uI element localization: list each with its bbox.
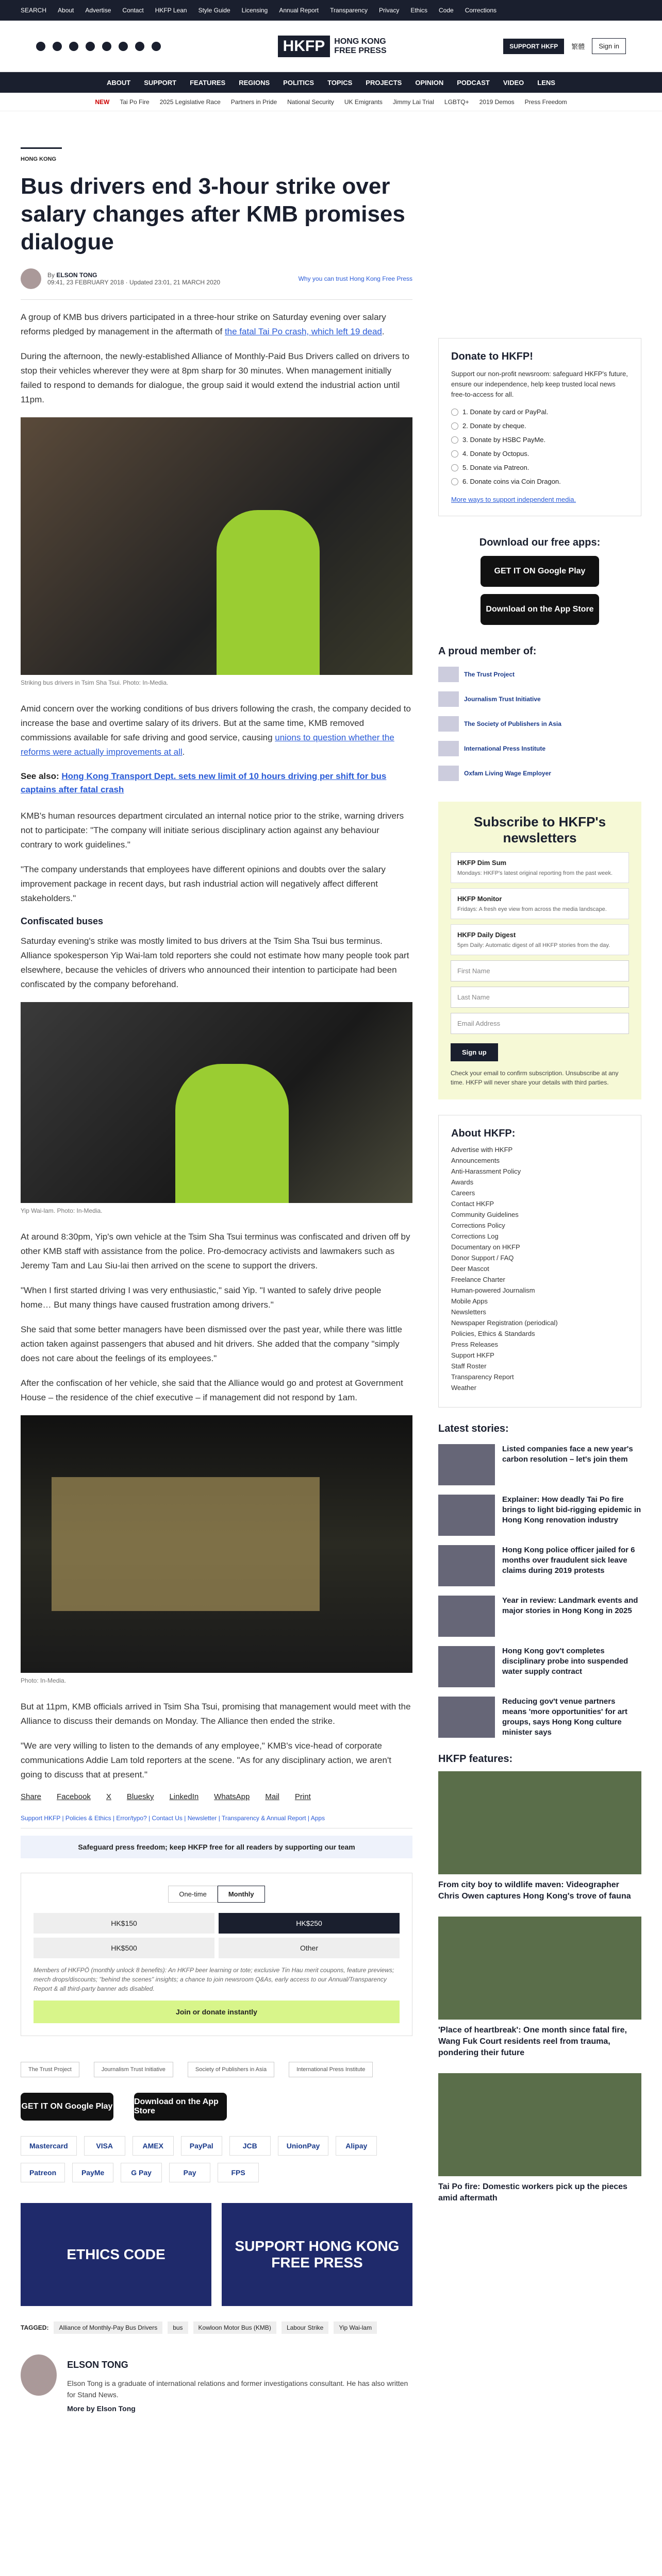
amount-option[interactable]: HK$150 [34,1913,214,1934]
member-item[interactable]: The Society of Publishers in Asia [438,716,641,732]
story-thumbnail [438,1646,495,1687]
instagram-icon[interactable] [69,42,78,51]
author-box [21,2354,412,2413]
about-widget [438,1115,641,1408]
story-title: Hong Kong police officer jailed for 6 months over fraudulent sick leave claims during 2019 protests [502,1546,635,1575]
photo-caption: Striking bus drivers in Tsim Sha Tsui. Photo: In-Media. [21,679,169,686]
about-link[interactable]: Documentary on HKFP [451,1243,520,1251]
paragraph: After the confiscation of her vehicle, she said that the Alliance would go and protest at Government House – the residence of the chief executive – if management did not respond by 1am. [21,1378,403,1402]
member-item[interactable]: Oxfam Living Wage Employer [438,766,641,781]
trending-item[interactable]: Press Freedom [524,98,567,106]
article-title: Bus drivers end 3-hour strike over salary changes after KMB promises dialogue [21,174,405,255]
tag[interactable]: bus [168,2321,188,2334]
more-ways-link[interactable]: More ways to support independent media. [451,496,576,503]
nav-politics[interactable]: POLITICS [283,78,315,87]
about-link[interactable]: Deer Mascot [451,1265,489,1273]
feature-image [438,1917,641,2020]
donate-option[interactable]: 6. Donate coins via Coin Dragon. [451,478,628,485]
patreon-icon[interactable]: Patreon [21,2163,65,2182]
trending-item[interactable]: LGBTQ+ [444,98,469,106]
share-bluesky[interactable]: Bluesky [126,1792,154,1801]
last-name-field[interactable]: Last Name [451,987,629,1008]
payme-icon[interactable]: PayMe [72,2163,113,2182]
about-link[interactable]: Staff Roster [451,1362,487,1370]
donate-option[interactable]: 5. Donate via Patreon. [451,464,628,471]
share-x[interactable]: X [106,1792,111,1801]
trending-item[interactable]: Partners in Pride [230,98,277,106]
bus-terminus-photo [21,1415,412,1673]
feature-item[interactable] [438,2073,641,2204]
share-print[interactable]: Print [294,1792,311,1801]
radio-icon [451,422,458,430]
amount-option-selected[interactable]: HK$250 [219,1913,400,1934]
logo-line1: HONG KONG [334,37,386,46]
donate-option[interactable]: 3. Donate by HSBC PayMe. [451,436,628,444]
story-title: Year in review: Landmark events and major stories in Hong Kong in 2025 [502,1596,638,1615]
donate-text[interactable]: Support our non-profit newsroom: safeguard HKFP's future, ensure our independence, help keep trusted local news free-to-access for all. [451,370,628,398]
bus-shape [52,1477,320,1611]
mastercard-icon[interactable]: Mastercard [21,2136,77,2156]
story-thumbnail [438,1697,495,1738]
trending-nav [0,93,662,111]
logo-mark: HKFP [278,36,330,57]
divider [21,299,412,300]
share-bar [21,1792,412,1801]
member-logo [438,716,459,732]
topbar-ethics[interactable]: Ethics [410,7,428,14]
trending-item[interactable]: Jimmy Lai Trial [392,98,434,106]
feature-item[interactable] [438,1917,641,2059]
latest-heading: Latest stories: [438,1423,509,1434]
story-thumbnail [438,1596,495,1637]
latest-story[interactable] [438,1444,641,1485]
unionpay-icon[interactable]: UnionPay [278,2136,329,2156]
paragraph: Amid concern over the working conditions of bus drivers following the crash, the company decided to increase the base and overtime salary of its drivers. But at the same time, KMB removed commissions available for safe driving and good service, causing unions to question whether the reforms were actually improvements at all. [21,704,411,757]
topbar-licensing[interactable]: Licensing [241,7,268,14]
site-logo[interactable] [278,36,387,57]
topbar-privacy[interactable]: Privacy [378,7,400,14]
member-item[interactable]: International Press Institute [438,741,641,756]
safeguard-banner[interactable]: Safeguard press freedom; keep HKFP free for all readers by supporting our team [21,1836,412,1858]
story-title: Hong Kong gov't completes disciplinary probe into suspended water supply contract [502,1647,628,1676]
nav-topics[interactable]: TOPICS [327,78,353,87]
radio-icon [451,409,458,416]
about-link[interactable]: Newspaper Registration (periodical) [451,1319,558,1327]
topbar-annual[interactable]: Annual Report [279,7,319,14]
newsletter-option[interactable]: HKFP Daily Digest 5pm Daily: Automatic digest of all HKFP stories from the day. [451,924,629,955]
story-title: Explainer: How deadly Tai Po fire brings to light bid-rigging epidemic in Hong Kong renovation industry [502,1495,641,1524]
logo-line2: FREE PRESS [334,46,387,55]
about-link[interactable]: Newsletters [451,1308,486,1316]
facebook-icon[interactable] [36,42,45,51]
apps-heading: Download our free apps: [479,537,601,548]
about-link[interactable]: Freelance Charter [451,1276,505,1283]
byline [21,268,412,289]
membership-note: Members of HKFPÖ (monthly unlock 8 benefits): An HKFP beer learning or tote; exclusive Tin Hau merit coupons, feature previews; merch drops/discounts; "behind the scenes" insights; a chance to join newsroom Q&As, early access to our Annual/Transparency Report & all third-party banner ads disabled. [34,1967,394,1992]
driver-figure [217,510,320,675]
about-link[interactable]: Transparency Report [451,1373,514,1381]
trending-item[interactable]: UK Emigrants [344,98,383,106]
tag[interactable]: Kowloon Motor Bus (KMB) [193,2321,276,2334]
sidebar [438,111,641,2218]
telegram-icon[interactable] [152,42,161,51]
story-thumbnail [438,1545,495,1586]
photo-caption: Photo: In-Media. [21,1677,67,1684]
paragraph: "The company understands that employees have different opinions and doubts over the salary improvement package in recent days, but rash industrial action will negatively affect different stakeholders." [21,865,386,903]
ethics-banner[interactable]: ETHICS CODE [21,2203,211,2306]
author-box-avatar[interactable] [21,2354,57,2396]
member-item[interactable]: Journalism Trust Initiative [438,691,641,707]
about-link[interactable]: Corrections Log [451,1232,499,1240]
radio-icon [451,478,458,485]
unions-question-link[interactable]: unions to question whether the reforms were actually improvements at all [21,733,394,757]
topbar-transparency[interactable]: Transparency [330,7,368,14]
member-item[interactable]: The Trust Project [438,667,641,682]
donate-option[interactable]: 4. Donate by Octopus. [451,450,628,457]
author-name[interactable]: ELSON TONG [56,272,97,279]
bluesky-icon[interactable] [119,42,128,51]
about-link[interactable]: Advertise with HKFP [451,1146,513,1154]
paragraph: She said that some better managers have been dismissed over the past year, while there was little action taken against passengers that abused and hit drivers. She added that the company "simply does not care about the feelings of its employees." [21,1325,402,1363]
promo-banners [21,2203,412,2306]
author-box-name[interactable]: ELSON TONG [67,2360,128,2370]
amex-icon[interactable]: AMEX [133,2136,174,2156]
feature-image [438,1771,641,1874]
sopa-logo[interactable]: Society of Publishers in Asia [188,2062,274,2077]
section-heading: Confiscated buses [21,916,104,926]
nav-video[interactable]: VIDEO [503,78,524,87]
nav-support[interactable]: SUPPORT [144,78,177,87]
radio-icon [451,436,458,444]
support-banner[interactable]: SUPPORT HONG KONG FREE PRESS [222,2203,412,2306]
topbar-advertise[interactable]: Advertise [85,7,111,14]
about-link[interactable]: Support HKFP [451,1351,494,1359]
topbar-style[interactable]: Style Guide [198,7,230,14]
yip-figure [175,1064,289,1203]
visa-icon[interactable]: VISA [84,2136,125,2156]
about-link[interactable]: Weather [451,1384,476,1392]
signin-button[interactable]: Sign in [592,38,626,54]
x-icon[interactable] [53,42,62,51]
topbar-code[interactable]: Code [439,7,454,14]
about-link[interactable]: Corrections Policy [451,1222,505,1229]
donate-option[interactable]: 2. Donate by cheque. [451,422,628,430]
tags [21,2321,412,2334]
share-mail[interactable]: Mail [265,1792,279,1801]
member-logo [438,766,459,781]
ipi-logo[interactable]: International Press Institute [289,2062,373,2077]
amount-option[interactable]: HK$500 [34,1938,214,1958]
trust-link[interactable]: Why you can trust Hong Kong Free Press [298,275,412,282]
paypal-icon[interactable]: PayPal [181,2136,222,2156]
site-header [0,21,662,72]
story-title: Listed companies face a new year's carbon resolution – let's join them [502,1445,633,1464]
article-kicker[interactable]: HONG KONG [21,147,62,162]
email-field[interactable]: Email Address [451,1013,629,1034]
payment-methods [21,2136,382,2182]
join-button[interactable]: Join or donate instantly [34,2001,400,2023]
threads-icon[interactable] [102,42,111,51]
newsletter-option[interactable]: HKFP Dim Sum Mondays: HKFP's latest original reporting from the past week. [451,852,629,883]
story-thumbnail [438,1444,495,1485]
topbar-about[interactable]: About [58,7,74,14]
main-nav [0,72,662,93]
applepay-icon[interactable]: Pay [169,2163,210,2182]
jcb-icon[interactable]: JCB [229,2136,271,2156]
article-dates: 09:41, 23 FEBRUARY 2018 · Updated 23:01, 21 MARCH 2020 [47,279,221,286]
first-name-field[interactable]: First Name [451,960,629,981]
story-thumbnail [438,1495,495,1536]
paragraph: "When I first started driving I was very enthusiastic," said Yip. "I wanted to safely drive people home… But many things have caused frustration among drivers." [21,1285,382,1310]
latest-story[interactable] [438,1596,641,1637]
fps-icon[interactable]: FPS [218,2163,259,2182]
radio-icon [451,450,458,457]
share-whatsapp[interactable]: WhatsApp [214,1792,250,1801]
amount-options [34,1913,400,1958]
latest-story[interactable] [438,1697,641,1738]
paragraph: "We are very willing to listen to the demands of any employee," KMB's vice-head of corporate communications Addie Lam told reporters at the scene. "As for any disciplinary action, we aren't going to discuss that at present." [21,1741,391,1780]
new-badge: NEW [95,98,110,106]
about-link[interactable]: Careers [451,1189,475,1197]
about-link[interactable]: Mobile Apps [451,1297,488,1305]
about-link[interactable]: Contact HKFP [451,1200,494,1208]
sidebar-google-play[interactable]: GET IT ON Google Play [481,556,599,587]
tag[interactable]: Alliance of Monthly-Pay Bus Drivers [54,2321,162,2334]
tag[interactable]: Yip Wai-lam [334,2321,377,2334]
radio-icon [451,464,458,471]
feature-image [438,2073,641,2176]
latest-story[interactable] [438,1545,641,1586]
member-logo [438,741,459,756]
paragraph: At around 8:30pm, Yip's own vehicle at the Tsim Sha Tsui terminus was confiscated and driven off by other KMB staff with assistance from the police. Pro-democracy activists and lawmakers such as Jeremy Tam and Lau Siu-lai then arrived on the scene to support the drivers. [21,1232,410,1270]
donate-widget [438,338,641,516]
about-link[interactable]: Community Guidelines [451,1211,519,1218]
yip-photo [21,1002,412,1203]
share-linkedin[interactable]: LinkedIn [169,1792,199,1801]
more-by-author[interactable]: More by Elson Tong [67,2404,136,2413]
member-logo [438,667,459,682]
nav-opinion[interactable]: OPINION [415,78,444,87]
newsletter-option[interactable]: HKFP Monitor Fridays: A fresh eye view from across the media landscape. [451,888,629,919]
feature-title: 'Place of heartbreak': One month since fatal fire, Wang Fuk Court residents reel from trauma, pondering their future [438,2026,627,2057]
about-link[interactable]: Announcements [451,1157,500,1164]
nav-features[interactable]: FEATURES [190,78,226,87]
feature-title: Tai Po fire: Domestic workers pick up the pieces amid aftermath [438,2182,627,2202]
share-label: Share [21,1792,42,1801]
youtube-icon[interactable] [86,42,95,51]
member-logos [21,2062,412,2077]
about-link[interactable]: Press Releases [451,1341,499,1348]
tagged-label: TAGGED: [21,2324,49,2331]
newsletter-heading: Subscribe to HKFP's newsletters [473,814,606,845]
see-also: See also: Hong Kong Transport Dept. sets new limit of 10 hours driving per shift for bus captains after fatal crash [21,771,387,794]
about-link[interactable]: Policies, Ethics & Standards [451,1330,535,1337]
trending-item[interactable]: 2025 Legislative Race [159,98,221,106]
app-store-row [21,2093,412,2121]
tag[interactable]: Labour Strike [282,2321,328,2334]
google-play-button[interactable]: GET IT ON Google Play [21,2093,113,2121]
trust-project-logo[interactable]: The Trust Project [21,2062,79,2077]
alipay-icon[interactable]: Alipay [336,2136,377,2156]
frequency-toggle [34,1886,400,1903]
trending-item[interactable]: 2019 Demos [479,98,515,106]
by-label: By [47,272,55,279]
about-link[interactable]: Anti-Harassment Policy [451,1167,521,1175]
topbar-search[interactable]: SEARCH [21,7,47,14]
feature-item[interactable] [438,1771,641,1902]
linkedin-icon[interactable] [135,42,144,51]
nav-podcast[interactable]: PODCAST [457,78,490,87]
latest-story[interactable] [438,1495,641,1536]
about-heading: About HKFP: [451,1128,516,1139]
feature-title: From city boy to wildlife maven: Videographer Chris Owen captures Hong Kong's trove of fauna [438,1880,631,1901]
article [21,111,412,2413]
story-title: Reducing gov't venue partners means 'more opportunities' for art groups, says Hong Kong culture minister says [502,1697,628,1737]
nav-lens[interactable]: LENS [537,78,555,87]
about-link[interactable]: Human-powered Journalism [451,1286,535,1294]
share-facebook[interactable]: Facebook [57,1792,91,1801]
trending-item[interactable]: Tai Po Fire [120,98,150,106]
monthly-tab[interactable]: Monthly [218,1886,265,1903]
trending-item[interactable]: National Security [287,98,334,106]
paragraph: But at 11pm, KMB officials arrived in Tsim Sha Tsui, promising that management would meet with the Alliance to discuss their demands on Monday. The Alliance then ended the strike. [21,1702,411,1726]
see-also-link[interactable]: Hong Kong Transport Dept. sets new limit of 10 hours driving per shift for bus captains after fatal crash [21,771,387,794]
latest-story[interactable] [438,1646,641,1687]
topbar-lean[interactable]: HKFP Lean [155,7,187,14]
author-bio: Elson Tong is a graduate of international relations and former investigations consultant. He has also written for Stand News. [67,2379,408,2399]
donate-box [21,1873,412,2036]
sidebar-app-store[interactable]: Download on the App Store [481,594,599,625]
about-link[interactable]: Donor Support / FAQ [451,1254,514,1262]
member-logo [438,691,459,707]
about-link[interactable]: Awards [451,1178,474,1186]
paragraph: A group of KMB bus drivers participated in a three-hour strike on Saturday evening over salary reforms pledged by management in the aftermath of the fatal Tai Po crash, which left 19 dead. [21,312,386,336]
nav-regions[interactable]: REGIONS [239,78,270,87]
topbar-corrections[interactable]: Corrections [465,7,497,14]
paragraph: During the afternoon, the newly-established Alliance of Monthly-Paid Bus Drivers called on drivers to stop their vehicles wherever they were at 8pm sharp for 30 minutes. When management initially failed to respond to demands for dialogue, the group said it would extend the industrial action until 11pm. [21,351,410,404]
amount-other[interactable]: Other [219,1938,400,1958]
donate-heading: Donate to HKFP! [451,351,533,362]
top-bar [0,0,662,21]
about-list [451,1146,628,1392]
paragraph: KMB's human resources department circulated an internal notice prior to the strike, warning drivers not to participate: "The company will initiate serious disciplinary action against any behaviour contrary to work guidelines." [21,811,404,850]
one-time-tab[interactable]: One-time [168,1886,217,1903]
photo-caption: Yip Wai-lam. Photo: In-Media. [21,1207,103,1214]
topbar-contact[interactable]: Contact [122,7,144,14]
gpay-icon[interactable]: G Pay [121,2163,162,2182]
signup-button[interactable]: Sign up [451,1043,498,1061]
nav-about[interactable]: ABOUT [107,78,131,87]
nav-projects[interactable]: PROJECTS [366,78,402,87]
support-button[interactable]: SUPPORT HKFP [503,39,564,54]
newsletter-widget [438,802,641,1099]
paragraph: Saturday evening's strike was mostly limited to bus drivers at the Tsim Sha Tsui bus terminus. Alliance spokesperson Yip Wai-lam told reporters she could not estimate how many people took part elsewhere, because the vehicles of drivers who announced their intention to participate had been confiscated by the company beforehand. [21,936,409,989]
features-heading: HKFP features: [438,1753,513,1765]
donate-options [451,408,628,485]
article-footer-links[interactable]: Support HKFP | Policies & Ethics | Error/typo? | Contact Us | Newsletter | Transparency & Annual Report | Apps [21,1815,412,1828]
tai-po-crash-link[interactable]: the fatal Tai Po crash, which left 19 dead [224,327,382,336]
latest-list [438,1444,641,1738]
social-icons [36,42,161,51]
language-toggle[interactable]: 繁體 [571,43,585,50]
features-list [438,1771,641,2204]
strike-photo [21,417,412,675]
author-avatar[interactable] [21,268,41,289]
newsletter-note: Check your email to confirm subscription. Unsubscribe at any time. HKFP will never share your details with third parties. [451,1070,619,1086]
member-heading: A proud member of: [438,646,537,657]
app-store-button[interactable]: Download on the App Store [134,2093,227,2121]
donate-option[interactable]: 1. Donate by card or PayPal. [451,408,628,416]
jti-logo[interactable]: Journalism Trust Initiative [94,2062,173,2077]
